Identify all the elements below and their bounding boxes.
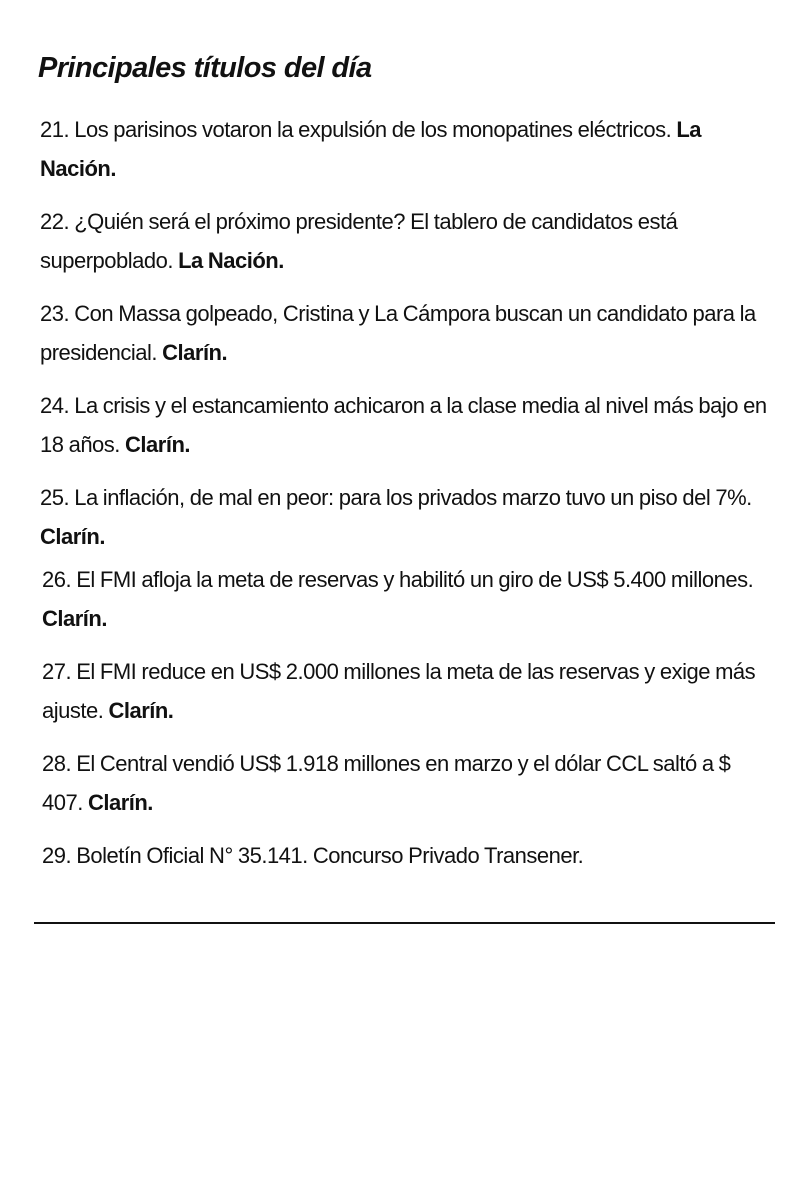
headline-number: 21. (40, 117, 70, 142)
headline-text: La crisis y el estancamiento achicaron a la clase media al nivel más bajo en 18 años. (40, 393, 767, 457)
headline-text: El Central vendió US$ 1.918 millones en marzo y el dólar CCL saltó a $ 407. (42, 751, 731, 815)
headline-source: Clarín. (162, 340, 228, 365)
headline-number: 27. (42, 659, 72, 684)
headline-number: 26. (42, 567, 72, 592)
headline-text: Los parisinos votaron la expulsión de los monopatines eléctricos. (74, 117, 672, 142)
headline-source: Clarín. (40, 524, 105, 549)
headline-number: 24. (40, 393, 70, 418)
headline-source: Clarín. (42, 606, 107, 631)
divider-line (34, 922, 775, 924)
headline-source: La Nación. (178, 248, 284, 273)
headline-text: El FMI afloja la meta de reservas y habilitó un giro de US$ 5.400 millones. (76, 567, 754, 592)
headline-text: Boletín Oficial N° 35.141. Concurso Privado Transener. (76, 843, 584, 868)
headline-item (42, 836, 770, 875)
headline-number: 29. (42, 843, 72, 868)
headline-item (40, 202, 770, 280)
headline-source: La Nación. (40, 117, 701, 181)
headline-number: 28. (42, 751, 72, 776)
headline-item (40, 478, 770, 556)
headline-text: La inflación, de mal en peor: para los privados marzo tuvo un piso del 7%. (74, 485, 752, 510)
headline-item (40, 110, 770, 188)
headline-source: Clarín. (108, 698, 174, 723)
headline-text: El FMI reduce en US$ 2.000 millones la meta de las reservas y exige más ajuste. (42, 659, 756, 723)
headline-source: Clarín. (87, 790, 153, 815)
headline-item (40, 386, 770, 464)
headline-text: ¿Quién será el próximo presidente? El tablero de candidatos está superpoblado. (40, 209, 678, 273)
headline-item (40, 294, 770, 372)
headline-source: Clarín. (125, 432, 190, 457)
headline-number: 22. (40, 209, 70, 234)
headline-item (42, 652, 770, 730)
headline-number: 25. (40, 485, 70, 510)
headline-item (42, 744, 770, 822)
headline-text: Con Massa golpeado, Cristina y La Cámpora buscan un candidato para la presidencial. (40, 301, 756, 365)
headline-number: 23. (40, 301, 70, 326)
headline-item (42, 560, 770, 638)
headline-list (40, 110, 770, 889)
page-title: Principales títulos del día (38, 52, 372, 84)
